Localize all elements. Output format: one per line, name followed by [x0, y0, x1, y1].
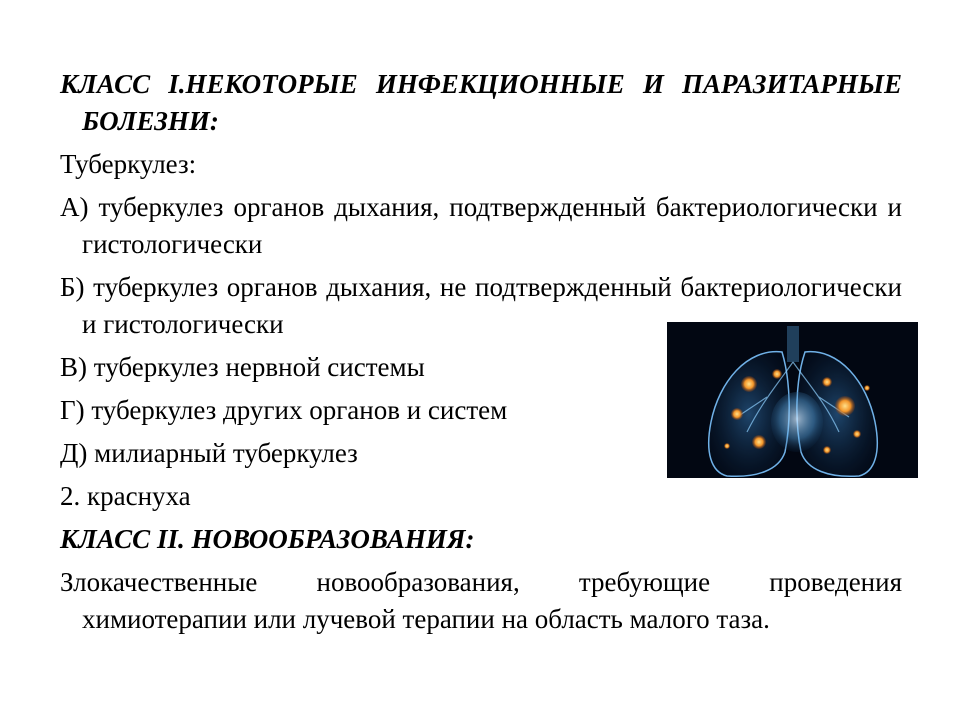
class1-heading: КЛАСС I.НЕКОТОРЫЕ ИНФЕКЦИОННЫЕ И ПАРАЗИТАРНЫЕ БОЛЕЗНИ: — [60, 69, 902, 136]
neoplasm-text: Злокачественные новообразования, требующие проведения химиотерапии или лучевой терапии на область малого таза. — [60, 567, 902, 634]
lungs-xray-illustration-icon — [667, 322, 918, 478]
list-item-v: В) туберкулез нервной системы — [60, 352, 425, 382]
tuberculosis-label: Туберкулез: — [60, 149, 197, 179]
list-item-g: Г) туберкулез других органов и систем — [60, 395, 508, 425]
list-item-d: Д) милиарный туберкулез — [60, 438, 358, 468]
class2-heading: КЛАСС II. НОВООБРАЗОВАНИЯ: — [60, 524, 475, 554]
list-item-2: 2. краснуха — [60, 481, 191, 511]
list-item-b: Б) туберкулез органов дыхания, не подтвержденный бактериологически и гистологически — [60, 272, 902, 339]
list-item-a: А) туберкулез органов дыхания, подтвержденный бактериологически и гистологически — [60, 192, 902, 259]
